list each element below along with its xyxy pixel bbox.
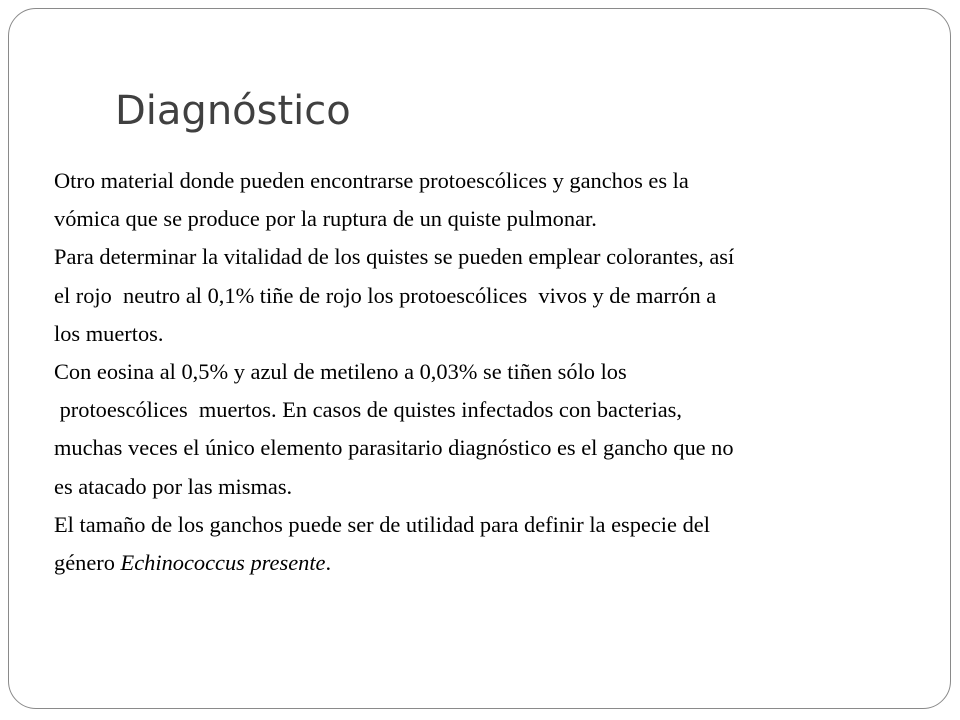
body-line: El tamaño de los ganchos puede ser de utilidad para definir la especie del [54,511,710,537]
body-line-last-suffix: . [325,550,332,576]
body-line-last-prefix: género [54,550,121,576]
body-line: Para determinar la vitalidad de los quistes se pueden emplear colorantes, así [54,244,735,270]
slide-title: Diagnóstico [115,88,351,134]
body-line: los muertos. [54,320,164,346]
body-line: muchas veces el único elemento parasitario diagnóstico es el gancho que no [54,435,734,461]
slide-body [54,162,934,582]
body-line: protoescólices muertos. En casos de quistes infectados con bacterias, [54,397,682,423]
body-line: el rojo neutro al 0,1% tiñe de rojo los protoescólices vivos y de marrón a [54,282,717,308]
body-line: Otro material donde pueden encontrarse protoescólices y ganchos es la [54,168,689,193]
body-line: vómica que se produce por la ruptura de un quiste pulmonar. [54,206,597,232]
body-line: es atacado por las mismas. [54,473,293,499]
body-line: Con eosina al 0,5% y azul de metileno a 0,03% se tiñen sólo los [54,359,627,385]
genus-name-italic: Echinococcus presente [120,550,326,576]
slide-frame [8,8,951,709]
body-line-last [54,544,934,582]
